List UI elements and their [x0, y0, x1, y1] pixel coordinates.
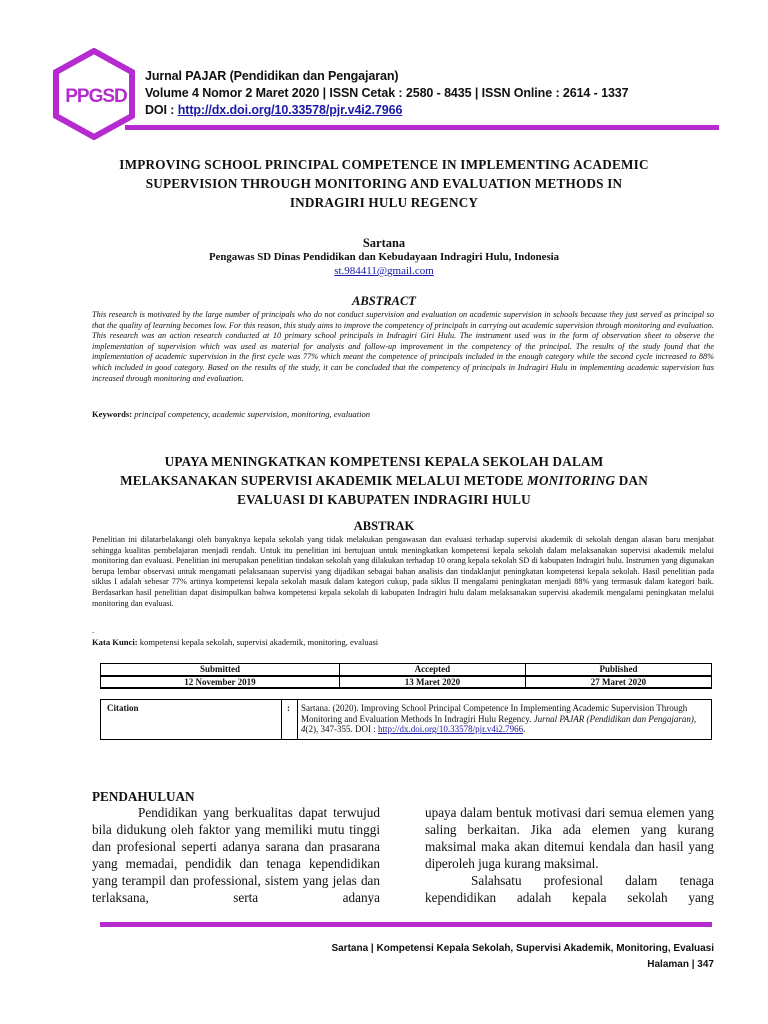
- article-title-en: [60, 155, 708, 212]
- keywords-list: principal competency, academic supervision, monitoring, evaluation: [132, 409, 371, 419]
- citation-text: [301, 703, 707, 735]
- published-label: Published: [525, 664, 711, 676]
- abstrak-heading: ABSTRAK: [353, 519, 415, 533]
- keywords-label: Keywords:: [92, 409, 133, 419]
- journal-doi: [145, 102, 705, 119]
- submitted-date: 12 November 2019: [101, 676, 340, 688]
- body-paragraph: Salahsatu profesional dalam tenaga kependidikan adalah kepala sekolah yang: [425, 873, 714, 905]
- footer-running-title: Sartana | Kompetensi Kepala Sekolah, Supervisi Akademik, Monitoring, Evaluasi: [331, 943, 714, 954]
- citation-doi-link[interactable]: http://dx.doi.org/10.33578/pjr.v4i2.7966: [378, 724, 524, 735]
- citation-divider: [297, 700, 298, 739]
- body-left-column: [92, 804, 380, 906]
- title-id-part: DAN: [615, 473, 648, 488]
- footer-rule: [100, 922, 712, 927]
- author-email-link[interactable]: st.984411@gmail.com: [334, 265, 434, 277]
- title-id-line: EVALUASI DI KABUPATEN INDRAGIRI HULU: [237, 492, 531, 507]
- page-footer: [331, 941, 714, 973]
- citation-label: Citation: [107, 703, 139, 713]
- accepted-date: 13 Maret 2020: [339, 676, 525, 688]
- title-id-italic: MONITORING: [527, 473, 616, 488]
- body-right-column: [425, 804, 714, 906]
- stray-dot: .: [92, 626, 94, 635]
- dates-table: [100, 663, 712, 689]
- header-rule: [125, 125, 719, 130]
- journal-logo: [52, 48, 136, 140]
- citation-box: [100, 699, 712, 740]
- citation-divider: [281, 700, 282, 739]
- title-id-line: UPAYA MENINGKATKAN KOMPETENSI KEPALA SEKOLAH DALAM: [164, 454, 604, 469]
- dates-header-row: [101, 664, 712, 676]
- journal-name: Jurnal PAJAR (Pendidikan dan Pengajaran): [145, 69, 399, 83]
- author-affiliation: Pengawas SD Dinas Pendidikan dan Kebudayaan Indragiri Hulu, Indonesia: [208, 251, 560, 263]
- kata-kunci-list: kompetensi kepala sekolah, supervisi akademik, monitoring, evaluasi: [137, 637, 379, 647]
- title-id-part: MELAKSANAKAN SUPERVISI AKADEMIK MELALUI METODE: [120, 473, 528, 488]
- accepted-label: Accepted: [339, 664, 525, 676]
- citation-journal: Jurnal PAJAR (Pendidikan dan Pengajaran), 4: [301, 713, 697, 735]
- citation-part: (2), 347-355. DOI :: [305, 724, 378, 735]
- citation-colon: :: [287, 703, 290, 713]
- published-date: 27 Maret 2020: [525, 676, 711, 688]
- journal-header: [145, 68, 705, 119]
- abstract-heading: ABSTRACT: [352, 294, 416, 308]
- section-heading: PENDAHULUAN: [92, 789, 195, 804]
- submitted-label: Submitted: [101, 664, 340, 676]
- title-en-line: SUPERVISION THROUGH MONITORING AND EVALUATION METHODS IN: [145, 176, 623, 191]
- article-title-id: [60, 452, 708, 509]
- footer-page-number: Halaman | 347: [647, 959, 714, 970]
- doi-link[interactable]: http://dx.doi.org/10.33578/pjr.v4i2.7966: [177, 103, 403, 117]
- doi-label: DOI :: [145, 103, 178, 117]
- abstract-text-en: This research is motivated by the large number of principals who do not conduct supervision and evaluation on academic supervision in schools because they just served as principal so that the quality of learning becomes low. For this reason, this study aims to improve the competency of principals in carrying out academic supervision through monitoring and evaluation. This research was an action research conducted at 10 primary school principals in Indragiri Giri Hulu. The instrument used was in the form of observation sheet to observe the implementation of supervision which was used as material for analysis and follow-up improvement in the competency of the principal. The results of the study found that the implementation of academic supervision in the first cycle was 77% which meant the competence of principals included in the enough category while the second cycle increased to 88% which included in good category. Based on the results of the study, it can be concluded that the competency of principals in Indragiri Hulu in implementing academic supervision has increased through monitoring and evaluation.: [92, 310, 714, 383]
- abstract-text-id: Penelitian ini dilatarbelakangi oleh banyaknya kepala sekolah yang tidak melakukan pengawasan dan evaluasi terhadap supervisi akademik di sekolah dengan alasan baru menjabat sehingga kualitas pembelajaran menjadi rendah. Untuk itu penelitian ini bertujuan untuk meningkatkan kompetensi kepala sekolah dalam melaksanakan supervisi akademik melalui monitoring dan evaluasi. Penelitian ini merupakan penelitian tindakan sekolah yang dilakukan terhadap 10 orang kepala sekolah SD di kabupaten Indragiri hulu. Instrumen yang digunakan berupa lembar observasi untuk mengamati pelaksanaan supervisi yang dijadikan sebagai bahan analisis dan tindaklanjut peningkatan kompetensi kepala sekolah. Hasil penelitian pada siklus I adalah sebesar 77% artinya kompetensi kepala sekolah masuk dalam kategori cukup, pada siklus II mengalami peningkatan menjadi 88% yang termasuk dalam kategori baik. Berdasarkan hasil penelitian dapat disimpulkan bahwa kompetensi kepala sekolah di kabupaten Indragiri hulu dalam melaksanakan supervisi akademik mengalami peningkatan melalui monitoring dan evaluasi.: [92, 535, 714, 608]
- keywords-id: [92, 637, 378, 647]
- keywords-en: [92, 409, 370, 419]
- body-paragraph: Pendidikan yang berkualitas dapat terwujud bila didukung oleh faktor yang memiliki mutu tinggi dan profesional seperti adanya sarana dan prasarana yang memadai, pendidik dan tenaga kependidikan yang terampil dan professional, sistem yang jelas dan terlaksana, serta adanya: [92, 805, 380, 905]
- dates-value-row: [101, 676, 712, 688]
- kata-kunci-label: Kata Kunci:: [92, 637, 138, 647]
- body-paragraph: upaya dalam bentuk motivasi dari semua elemen yang saling berkaitan. Jika ada elemen yang kurang maksimal maka akan ditemui kendala dan hasil yang diperoleh juga kurang maksimal.: [425, 805, 714, 871]
- logo-text: PPGSD: [65, 86, 127, 107]
- citation-part: .: [523, 724, 526, 735]
- title-en-line: IMPROVING SCHOOL PRINCIPAL COMPETENCE IN IMPLEMENTING ACADEMIC: [119, 157, 649, 172]
- title-en-line: INDRAGIRI HULU REGENCY: [289, 195, 479, 210]
- author-name: Sartana: [362, 236, 406, 250]
- journal-volume-issn: Volume 4 Nomor 2 Maret 2020 | ISSN Cetak : 2580 - 8435 | ISSN Online : 2614 - 1337: [145, 86, 629, 100]
- title-id-line: [60, 471, 708, 490]
- citation-part: Sartana. (2020). Improving School Principal Competence In Implementing Academic Supervision Through Monitoring and Evaluation Methods In Indragiri Hulu Regency.: [301, 703, 688, 724]
